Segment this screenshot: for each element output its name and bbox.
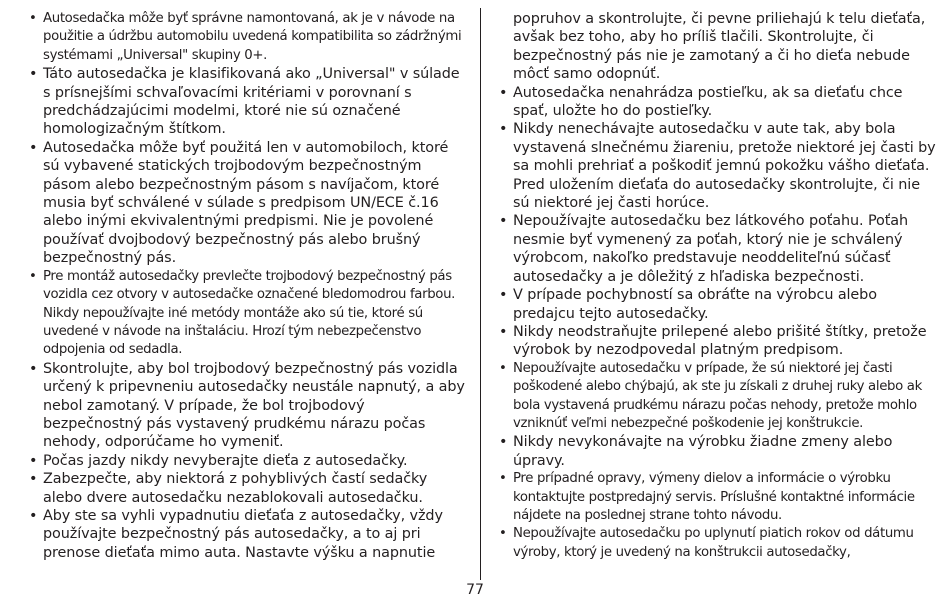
bullet-icon: • [499, 471, 507, 487]
instruction-text: Autosedačka môže byť správne namontovaná, ak je v návode na použitie a údržbu automobilu uvedená kompatibilita so zádržnými systémami „Universal" skupiny 0+. [43, 11, 462, 63]
instruction-item [28, 360, 466, 452]
instruction-item [498, 525, 938, 562]
instruction-text: Táto autosedačka je klasifikovaná ako „Universal" v súlade s prísnejšími schvaľovacími kritériami v porovnaní s predchádzajúcimi modelmi, ktoré nie sú označené homologizačným štítkom. [43, 66, 460, 138]
instruction-item [498, 323, 938, 360]
instruction-item [28, 507, 466, 562]
instruction-item [28, 268, 466, 360]
instruction-item [498, 84, 938, 121]
page-number: 77 [466, 582, 484, 598]
instruction-item [498, 10, 938, 84]
column-divider [480, 8, 481, 580]
instruction-text: Pre montáž autosedačky prevlečte trojbodový bezpečnostný pás vozidla cez otvory v autosedačke označené bledomodrou farbou. Nikdy nepoužívajte iné metódy montáže ako sú tie, ktoré sú uvedené v návode na inštaláciu. Hrozí tým nebezpečenstvo odpojenia od sedadla. [43, 268, 456, 358]
bullet-icon: • [499, 213, 508, 230]
bullet-icon: • [499, 434, 508, 451]
instruction-item [498, 470, 938, 525]
instruction-text: Počas jazdy nikdy nevyberajte dieťa z autosedačky. [43, 452, 408, 469]
bullet-icon: • [29, 507, 38, 524]
bullet-icon: • [499, 84, 508, 101]
bullet-icon: • [499, 323, 508, 340]
instruction-item [28, 65, 466, 139]
bullet-icon: • [29, 268, 37, 284]
bullet-icon: • [29, 139, 38, 156]
bullet-icon: • [499, 360, 507, 376]
bullet-icon: • [29, 11, 37, 26]
instruction-item [498, 433, 938, 470]
instruction-text: Nepoužívajte autosedačku v prípade, že sú niektoré jej časti poškodené alebo chýbajú, ak ste ju získali z druhej ruky alebo ak bola vystavená prudkému nárazu počas nehody, pretože mohlo vzniknúť veľmi nebezpečné poškodenie jej konštrukcie. [513, 360, 922, 431]
instruction-item [498, 360, 938, 434]
right-column [498, 10, 938, 562]
instruction-text: Pre prípadné opravy, výmeny dielov a informácie o výrobku kontaktujte postpredajný servis. Príslušné kontaktné informácie nájdete na poslednej strane tohto návodu. [513, 471, 915, 523]
instruction-item [28, 452, 466, 470]
instruction-text: popruhov a skontrolujte, či pevne priliehajú k telu dieťaťa, avšak bez toho, aby ho príliš tlačili. Skontrolujte, či bezpečnostný pás nie je zamotaný a či ho dieťa nebude môcť samo odopnúť. [513, 11, 926, 83]
instruction-item [28, 470, 466, 507]
instruction-item [498, 286, 938, 323]
instruction-text: Nepoužívajte autosedačku po uplynutí piatich rokov od dátumu výroby, ktorý je uvedený na konštrukcii autosedačky, [513, 526, 914, 560]
instruction-item [28, 10, 466, 65]
instruction-text: Autosedačka nenahrádza postieľku, ak sa dieťaťu chce spať, uložte ho do postieľky. [513, 84, 903, 120]
bullet-icon: • [499, 287, 508, 304]
bullet-icon: • [499, 121, 508, 138]
instruction-text: Skontrolujte, aby bol trojbodový bezpečnostný pás vozidla určený k pripevneniu autosedačky neustále napnutý, a aby nebol zamotaný. V prípade, že bol trojbodový bezpečnostný pás vystavený prudkému nárazu počas nehody, odporúčame ho vymeniť. [43, 360, 465, 451]
instruction-text: Nepoužívajte autosedačku bez látkového poťahu. Poťah nesmie byť vymenený za poťah, ktorý nie je schválený výrobcom, nakoľko predstavuje neoddeliteľnú súčasť autosedačky a je dôležitý z hľadiska bezpečnosti. [513, 213, 909, 285]
instruction-text: Aby ste sa vyhli vypadnutiu dieťaťa z autosedačky, vždy používajte bezpečnostný pás autosedačky, a to aj pri prenose dieťaťa mimo auta. Nastavte výšku a napnutie [43, 507, 443, 561]
bullet-icon: • [29, 66, 38, 83]
instruction-item [498, 120, 938, 212]
bullet-icon: • [29, 452, 38, 469]
bullet-icon: • [499, 526, 507, 542]
bullet-icon: • [29, 360, 38, 377]
instruction-text: V prípade pochybností sa obráťte na výrobcu alebo predajcu tejto autosedačky. [513, 287, 877, 322]
left-column [28, 10, 466, 562]
instruction-text: Autosedačka môže byť použitá len v automobiloch, ktoré sú vybavené statických trojbodovým bezpečnostným pásom alebo bezpečnostným pásom s navíjačom, ktoré musia byť schválené v súlade s predpisom UN/ECE č.16 alebo inými ekvivalentnými predpismi. Nie je povolené používať dvojbodový bezpečnostný pás alebo brušný bezpečnostný pás. [43, 139, 449, 267]
instruction-item [498, 212, 938, 286]
bullet-icon: • [29, 471, 38, 488]
instruction-text: Nikdy neodstraňujte prilepené alebo prišité štítky, pretože výrobok by nezodpovedal platným predpisom. [513, 323, 927, 359]
instruction-text: Nikdy nevykonávajte na výrobku žiadne zmeny alebo úpravy. [513, 434, 893, 469]
instruction-text: Zabezpečte, aby niektorá z pohyblivých častí sedačky alebo dvere autosedačku nezablokovali autosedačku. [43, 471, 428, 506]
instruction-item [28, 139, 466, 268]
instruction-text: Nikdy nenechávajte autosedačku v aute tak, aby bola vystavená slnečnému žiareniu, pretože niektoré jej časti by sa mohli prehriať a poškodiť jemnú pokožku vášho dieťaťa. Pred uložením dieťaťa do autosedačky skontrolujte, či nie sú niektoré jej časti horúce. [513, 121, 936, 212]
